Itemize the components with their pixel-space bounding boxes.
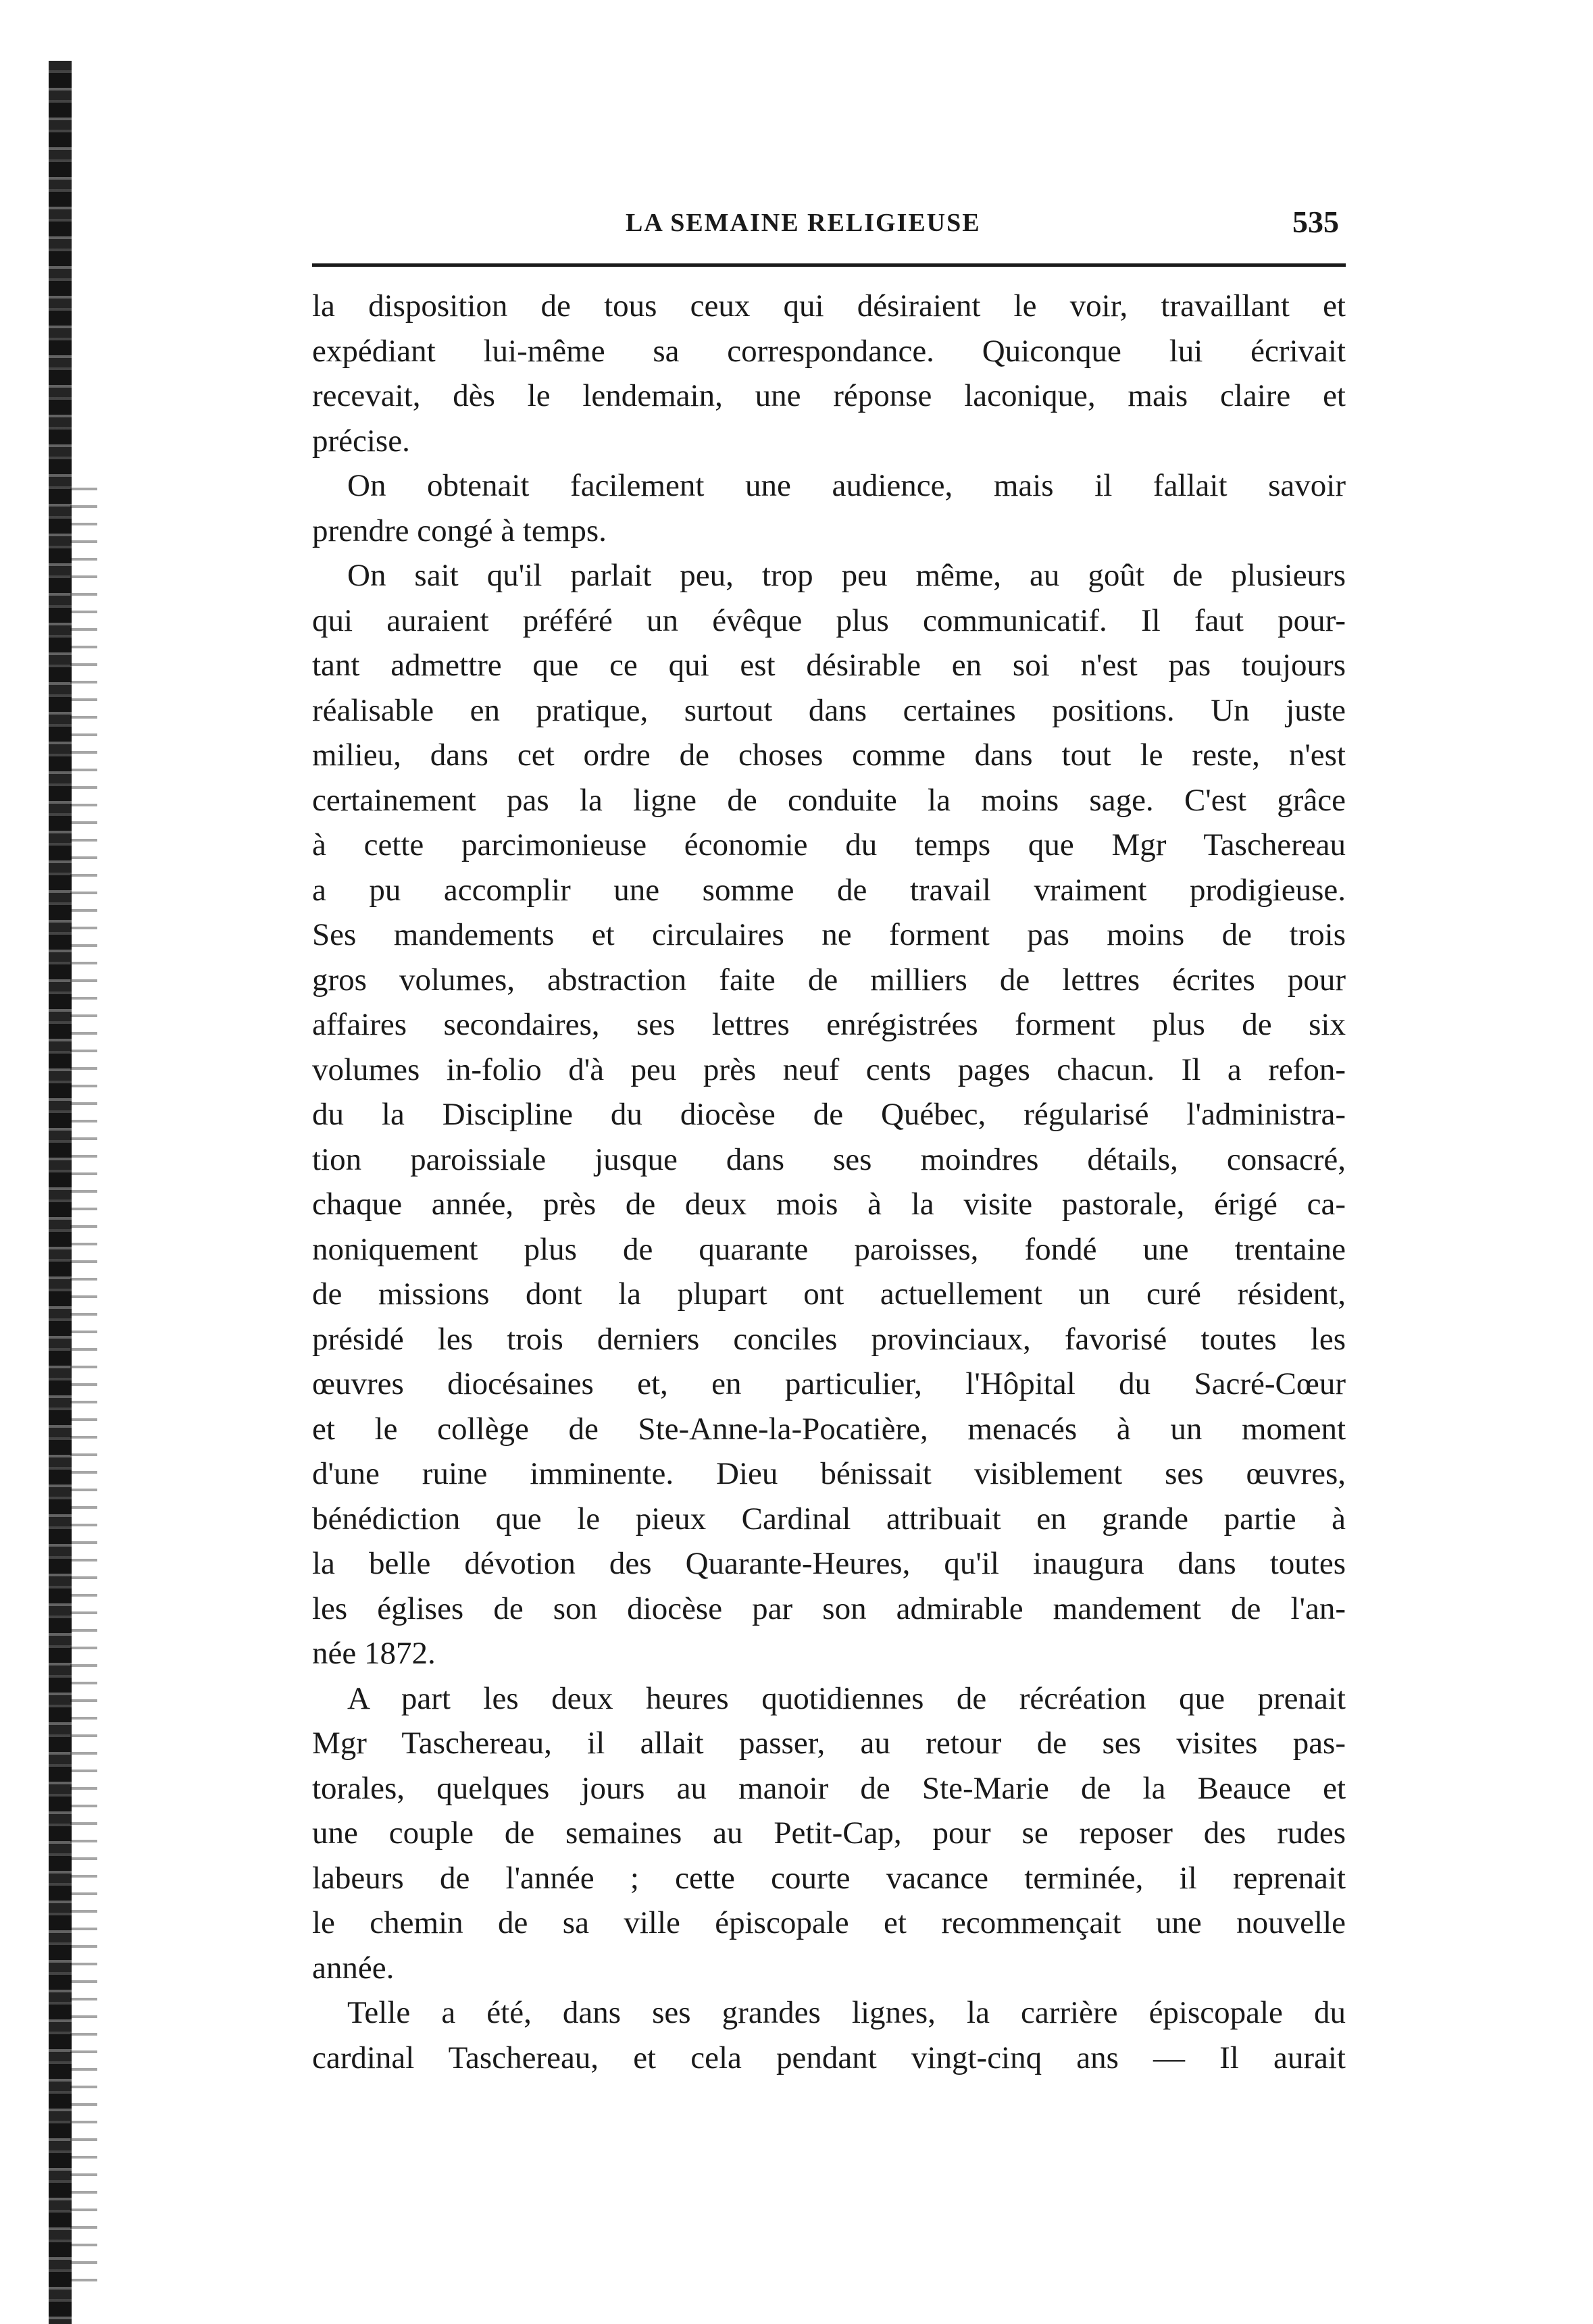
text-line: bénédiction que le pieux Cardinal attribuait en grande partie à [312,1501,1346,1537]
text-line: qui auraient préféré un évêque plus communicatif. Il faut pour- [312,602,1346,638]
page-number: 535 [1292,205,1339,239]
text-line: réalisable en pratique, surtout dans certaines positions. Un juste [312,692,1346,728]
text-line: prendre congé à temps. [312,513,607,548]
text-line: tant admettre que ce qui est désirable en soi n'est pas toujours [312,648,1346,683]
text-line: noniquement plus de quarante paroisses, fondé une trentaine [312,1231,1346,1267]
text-line: la belle dévotion des Quarante-Heures, qu'il inaugura dans toutes [312,1546,1346,1581]
scan-edge-shadow [49,61,72,2324]
text-line: expédiant lui-même sa correspondance. Quiconque lui écrivait [312,333,1346,369]
text-line: a pu accomplir une somme de travail vraiment prodigieuse. [312,872,1346,908]
text-line: tion paroissiale jusque dans ses moindres détails, consacré, [312,1141,1346,1177]
text-line: recevait, dès le lendemain, une réponse laconique, mais claire et [312,378,1346,413]
text-line: A part les deux heures quotidiennes de récréation que prenait [347,1680,1346,1716]
scan-edge-fringe [70,473,97,2296]
text-line: année. [312,1950,395,1986]
text-line: gros volumes, abstraction faite de milliers de lettres écrites pour [312,962,1346,998]
text-line: le chemin de sa ville épiscopale et recommençait une nouvelle [312,1905,1346,1940]
text-line: torales, quelques jours au manoir de Ste-Marie de la Beauce et [312,1770,1346,1806]
text-line: du la Discipline du diocèse de Québec, régularisé l'administra- [312,1097,1346,1132]
text-line: affaires secondaires, ses lettres enrégistrées forment plus de six [312,1007,1346,1042]
running-head: LA SEMAINE RELIGIEUSE [626,209,981,237]
text-line: d'une ruine imminente. Dieu bénissait visiblement ses œuvres, [312,1456,1346,1491]
text-line: certainement pas la ligne de conduite la moins sage. C'est grâce [312,782,1346,818]
text-line: chaque année, près de deux mois à la visite pastorale, érigé ca- [312,1187,1346,1222]
text-line: œuvres diocésaines et, en particulier, l'Hôpital du Sacré-Cœur [312,1366,1346,1401]
text-line: présidé les trois derniers conciles provinciaux, favorisé toutes les [312,1321,1346,1357]
text-line: volumes in-folio d'à peu près neuf cents pages chacun. Il a refon- [312,1052,1346,1087]
page-header [312,196,1352,239]
text-line: milieu, dans cet ordre de choses comme dans tout le reste, n'est [312,738,1346,773]
header-rule [312,263,1346,267]
text-line: et le collège de Ste-Anne-la-Pocatière, menacés à un moment [312,1411,1346,1447]
page [312,196,1352,2075]
text-line: à cette parcimonieuse économie du temps que Mgr Taschereau [312,827,1346,862]
body-text [312,284,1346,2080]
text-line: Ses mandements et circulaires ne forment pas moins de trois [312,917,1346,952]
text-line: une couple de semaines au Petit-Cap, pour se reposer des rudes [312,1815,1346,1851]
text-line: précise. [312,423,410,459]
text-line: cardinal Taschereau, et cela pendant vingt-cinq ans — Il aurait [312,2040,1346,2075]
text-line: de missions dont la plupart ont actuellement un curé résident, [312,1276,1346,1312]
text-line: labeurs de l'année ; cette courte vacance terminée, il reprenait [312,1860,1346,1896]
text-line: née 1872. [312,1636,436,1671]
text-line: On sait qu'il parlait peu, trop peu même, au goût de plusieurs [347,558,1346,593]
text-line: Mgr Taschereau, il allait passer, au retour de ses visites pas- [312,1726,1346,1761]
text-line: Telle a été, dans ses grandes lignes, la carrière épiscopale du [347,1995,1346,2030]
text-line: les églises de son diocèse par son admirable mandement de l'an- [312,1591,1346,1626]
text-line: la disposition de tous ceux qui désiraient le voir, travaillant et [312,288,1346,324]
text-line: On obtenait facilement une audience, mais il fallait savoir [347,468,1346,503]
